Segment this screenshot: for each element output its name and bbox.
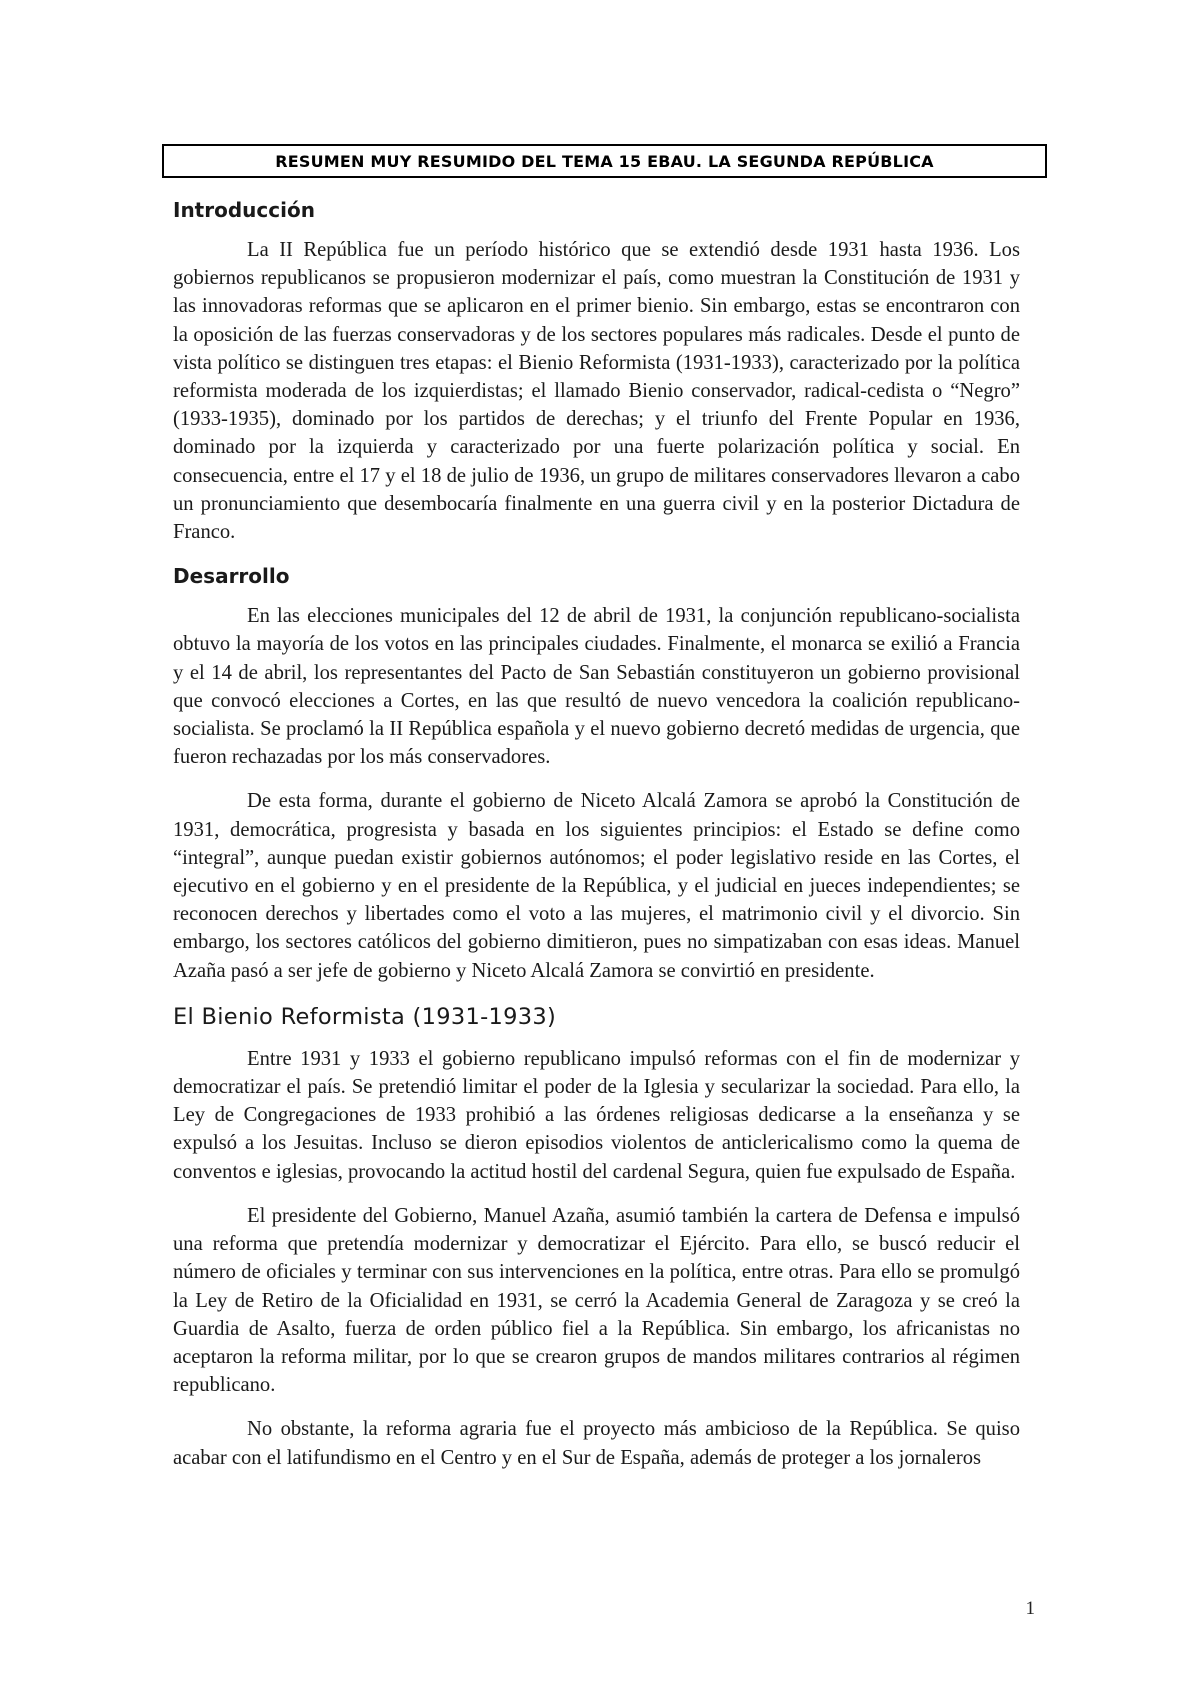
paragraph: En las elecciones municipales del 12 de abril de 1931, la conjunción republicano-socialista obtuvo la mayoría de los votos en las principales ciudades. Finalmente, el monarca se exilió a Francia y el 14 de abril, los representantes del Pacto de San Sebastián constituyeron un gobierno provisional que convocó elecciones a Cortes, en las que resultó de nuevo vencedora la coalición republicano-socialista. Se proclamó la II República española y el nuevo gobierno decretó medidas de urgencia, que fueron rechazadas por los más conservadores. [173,605,1020,769]
heading-bienio-reformista: El Bienio Reformista (1931-1933) [173,1003,557,1030]
paragraph: Entre 1931 y 1933 el gobierno republicano impulsó reformas con el fin de modernizar y democratizar el país. Se pretendió limitar el poder de la Iglesia y secularizar la sociedad. Para ello, la Ley de Congregaciones de 1933 prohibió a las órdenes religiosas dedicarse a la enseñanza y se expulsó a los Jesuitas. Incluso se dieron episodios violentos de anticlericalismo como la quema de conventos e iglesias, provocando la actitud hostil del cardenal Segura, quien fue expulsado de España. [173,1047,1020,1183]
paragraph: No obstante, la reforma agraria fue el proyecto más ambicioso de la República. Se quiso acabar con el latifundismo en el Centro y en el Sur de España, además de proteger a los jornaleros [173,1418,1020,1469]
page-number: 1 [1025,1598,1035,1619]
paragraph: El presidente del Gobierno, Manuel Azaña, asumió también la cartera de Defensa e impulsó una reforma que pretendía modernizar y democratizar el Ejército. Para ello, se buscó reducir el número de oficiales y terminar con sus intervenciones en la política, entre otras. Para ello se promulgó la Ley de Retiro de la Oficialidad en 1931, se cerró la Academia General de Zaragoza y se creó la Guardia de Asalto, fuerza de orden público fiel a la República. Sin embargo, los africanistas no aceptaron la reforma militar, por lo que se crearon grupos de mandos militares contrarios al régimen republicano. [173,1204,1020,1397]
heading-introduccion: Introducción [173,198,315,222]
paragraph: La II República fue un período histórico que se extendió desde 1931 hasta 1936. Los gobiernos republicanos se propusieron modernizar el país, como muestran la Constitución de 1931 y las innovadoras reformas que se aplicaron en el primer bienio. Sin embargo, estas se encontraron con la oposición de las fuerzas conservadoras y de los sectores populares más radicales. Desde el punto de vista político se distinguen tres etapas: el Bienio Reformista (1931-1933), caracterizado por la política reformista moderada de los izquierdistas; el llamado Bienio conservador, radical-cedista o “Negro” (1933-1935), dominado por los partidos de derechas; y el triunfo del Frente Popular en 1936, dominado por la izquierda y caracterizado por una fuerte polarización política y social. En consecuencia, entre el 17 y el 18 de julio de 1936, un grupo de militares conservadores llevaron a cabo un pronunciamiento que desembocaría finalmente en una guerra civil y en la posterior Dictadura de Franco. [173,239,1020,544]
paragraph: De esta forma, durante el gobierno de Niceto Alcalá Zamora se aprobó la Constitución de 1931, democrática, progresista y basada en los siguientes principios: el Estado se define como “integral”, aunque puedan existir gobiernos autónomos; el poder legislativo reside en las Cortes, el ejecutivo en el gobierno y en el presidente de la República, y el judicial en jueces independientes; se reconocen derechos y libertades como el voto a las mujeres, el matrimonio civil y el divorcio. Sin embargo, los sectores católicos del gobierno dimitieron, pues no simpatizaban con esas ideas. Manuel Azaña pasó a ser jefe de gobierno y Niceto Alcalá Zamora se convirtió en presidente. [173,790,1020,982]
document-title: RESUMEN MUY RESUMIDO DEL TEMA 15 EBAU. LA SEGUNDA REPÚBLICA [162,144,1047,178]
heading-desarrollo: Desarrollo [173,564,290,589]
document-body [173,196,1020,1472]
